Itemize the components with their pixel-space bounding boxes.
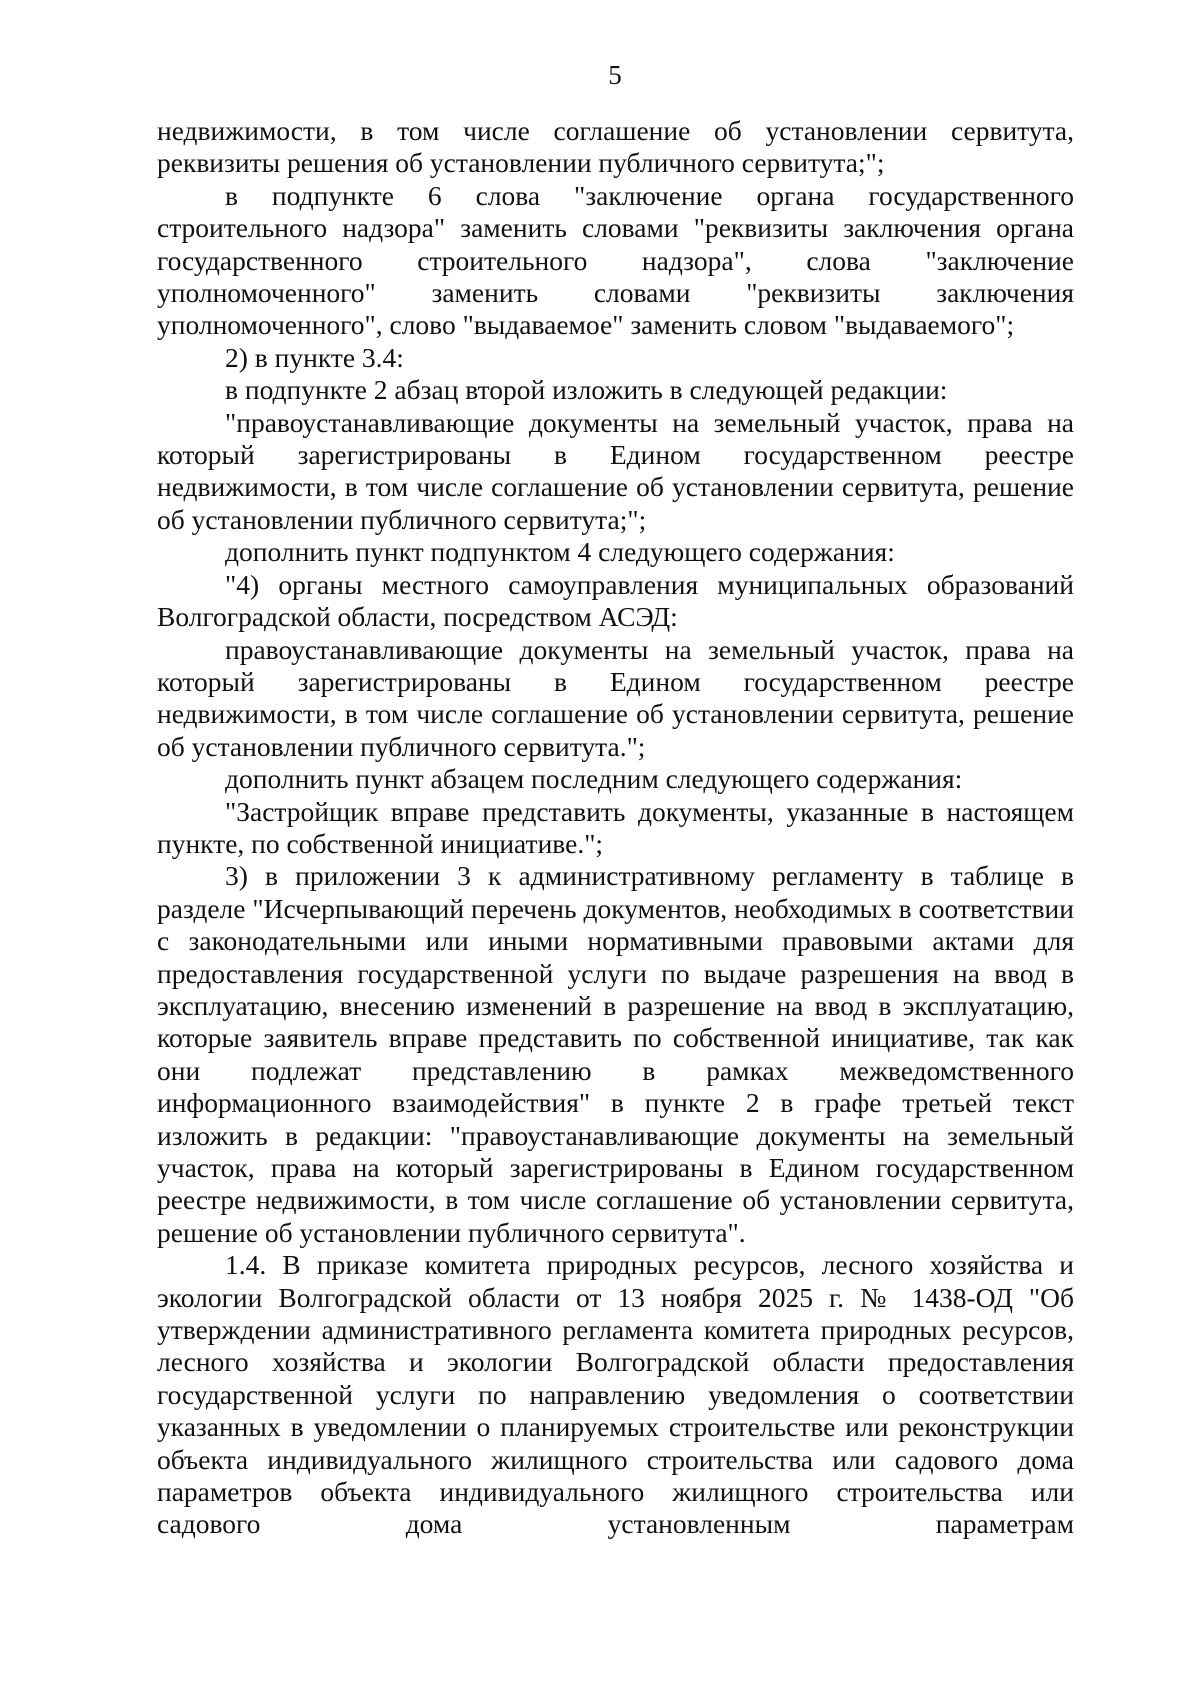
paragraph-subpoint-6-amendment: в подпункте 6 слова "заключение органа государственного строительного надзора" заменить словами "реквизиты заключения органа государственного строительного надзора", слова "заключение уполномоченного" заменить словами "реквизиты заключения уполномоченного", слово "выдаваемое" заменить словом "выдаваемого"; xyxy=(157,179,1074,341)
paragraph-add-last-abzats: дополнить пункт абзацем последним следующего содержания: xyxy=(225,763,963,795)
document-body xyxy=(157,115,1074,1541)
page-number: 5 xyxy=(608,60,622,90)
paragraph-subpoint-4-documents: правоустанавливающие документы на земельный участок, права на который зарегистрированы в Едином государственном реестре недвижимости, в том числе соглашение об установлении сервитута, решение об установлении публичного сервитута."; xyxy=(157,633,1074,762)
paragraph-appendix-3-amendment: 3) в приложении 3 к административному регламенту в таблице в разделе "Исчерпывающий перечень документов, необходимых в соответствии с законодательными или иными нормативными правовыми актами для предоставления государственной услуги по выдаче разрешения на ввод в эксплуатацию, внесению изменений в разрешение на ввод в эксплуатацию, которые заявитель вправе представить по собственной инициативе, так как они подлежат представлению в рамках межведомственного информационного взаимодействия" в пункте 2 в графе третьей текст изложить в редакции: "правоустанавливающие документы на земельный участок, права на который зарегистрированы в Едином государственном реестре недвижимости, в том числе соглашение об установлении сервитута, решение об установлении публичного сервитута". xyxy=(157,860,1074,1248)
paragraph-add-subpoint-4: дополнить пункт подпунктом 4 следующего содержания: xyxy=(225,536,895,568)
paragraph-section-1-4: 1.4. В приказе комитета природных ресурсов, лесного хозяйства и экологии Волгоградской области от 13 ноября 2025 г. № 1438-ОД "Об утверждении административного регламента комитета природных ресурсов, лесного хозяйства и экологии Волгоградской области предоставления государственной услуги по направлению уведомления о соответствии указанных в уведомлении о планируемых строительстве или реконструкции объекта индивидуального жилищного строительства или садового дома параметров объекта индивидуального жилищного строительства или садового дома установленным параметрам xyxy=(157,1249,1074,1540)
paragraph-subpoint-2-intro: в подпункте 2 абзац второй изложить в следующей редакции: xyxy=(225,374,948,406)
paragraph-developer-right: "Застройщик вправе представить документы, указанные в настоящем пункте, по собственной инициативе."; xyxy=(157,795,1074,859)
paragraph-quoted-documents: "правоустанавливающие документы на земельный участок, права на который зарегистрированы в Едином государственном реестре недвижимости, в том числе соглашение об установлении сервитута, решение об установлении публичного сервитута;"; xyxy=(157,406,1074,535)
paragraph-continuation: недвижимости, в том числе соглашение об установлении сервитута, реквизиты решения об установлении публичного сервитута;"; xyxy=(157,115,1074,179)
paragraph-item-3-4: 2) в пункте 3.4: xyxy=(225,341,404,373)
paragraph-subpoint-4-text: "4) органы местного самоуправления муниципальных образований Волгоградской области, посредством АСЭД: xyxy=(157,568,1074,633)
